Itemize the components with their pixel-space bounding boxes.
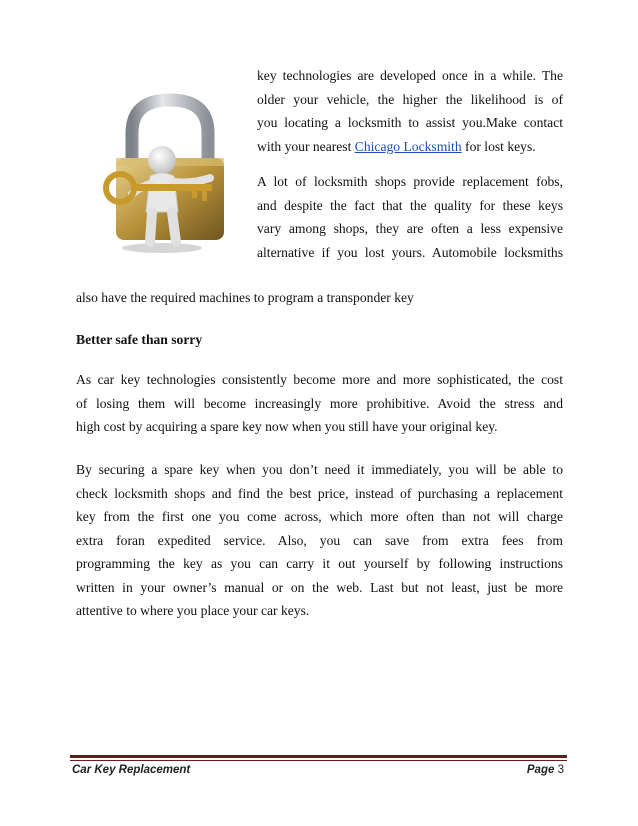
section-heading: Better safe than sorry <box>76 332 203 347</box>
paragraph-line: and despite the fact that the quality for these keys <box>257 197 563 213</box>
wrapped-text-column <box>257 64 563 264</box>
text-prefix: with your nearest <box>257 138 355 154</box>
paragraph-line <box>257 135 563 159</box>
paragraph-line: As car key technologies consistently become more and more sophisticated, the cost <box>76 372 563 387</box>
paragraph-line: extra foran expedited service. Also, you can save from extra fees from <box>76 532 563 548</box>
footer-rule <box>70 755 567 758</box>
footer-rule-thin <box>70 760 567 761</box>
paragraph-line: key technologies are developed once in a while. The <box>257 68 563 83</box>
wrap-continuation <box>76 286 563 310</box>
paragraph-line: vary among shops, they are often a less expensive <box>257 221 563 236</box>
paragraph-line: check locksmith shops and find the best price, instead of purchasing a replacement <box>76 485 563 501</box>
paragraph-3 <box>76 368 563 439</box>
chicago-locksmith-link[interactable]: Chicago Locksmith <box>354 138 462 154</box>
paragraph-line: programming the key as you can carry it out yourself by following instructions <box>76 556 563 571</box>
paragraph-gap <box>257 158 563 170</box>
footer-title: Car Key Replacement <box>72 764 191 776</box>
paragraph-line: A lot of locksmith shops provide replacement fobs, <box>257 174 563 189</box>
paragraph-line: written in your owner’s manual or on the web. Last but not least, just be more <box>76 579 563 595</box>
paragraph-line: also have the required machines to program a transponder key <box>76 290 414 305</box>
padlock-key-figure-icon <box>92 88 242 260</box>
paragraph-line: key from the first one you come across, which more often than not will charge <box>76 509 563 524</box>
page-number: 3 <box>557 764 564 776</box>
paragraph-line: you locating a locksmith to assist you.Make contact <box>257 115 563 130</box>
paragraph-line: alternative if you lost yours. Automobile locksmiths <box>257 244 563 260</box>
paragraph-line: attentive to where you place your car keys. <box>76 603 310 618</box>
page-label: Page <box>526 764 555 776</box>
paragraph-line: high cost by acquiring a spare key now when you still have your original key. <box>76 419 498 434</box>
paragraph-line: By securing a spare key when you don’t need it immediately, you will be able to <box>76 462 563 477</box>
paragraph-line: older your vehicle, the higher the likelihood is of <box>257 91 563 107</box>
footer-page-number <box>527 764 564 776</box>
text-suffix: for lost keys. <box>461 138 536 154</box>
padlock-illustration <box>92 88 242 260</box>
paragraph-line: of losing them will become increasingly more prohibitive. Avoid the stress and <box>76 395 563 411</box>
paragraph-4 <box>76 458 563 623</box>
